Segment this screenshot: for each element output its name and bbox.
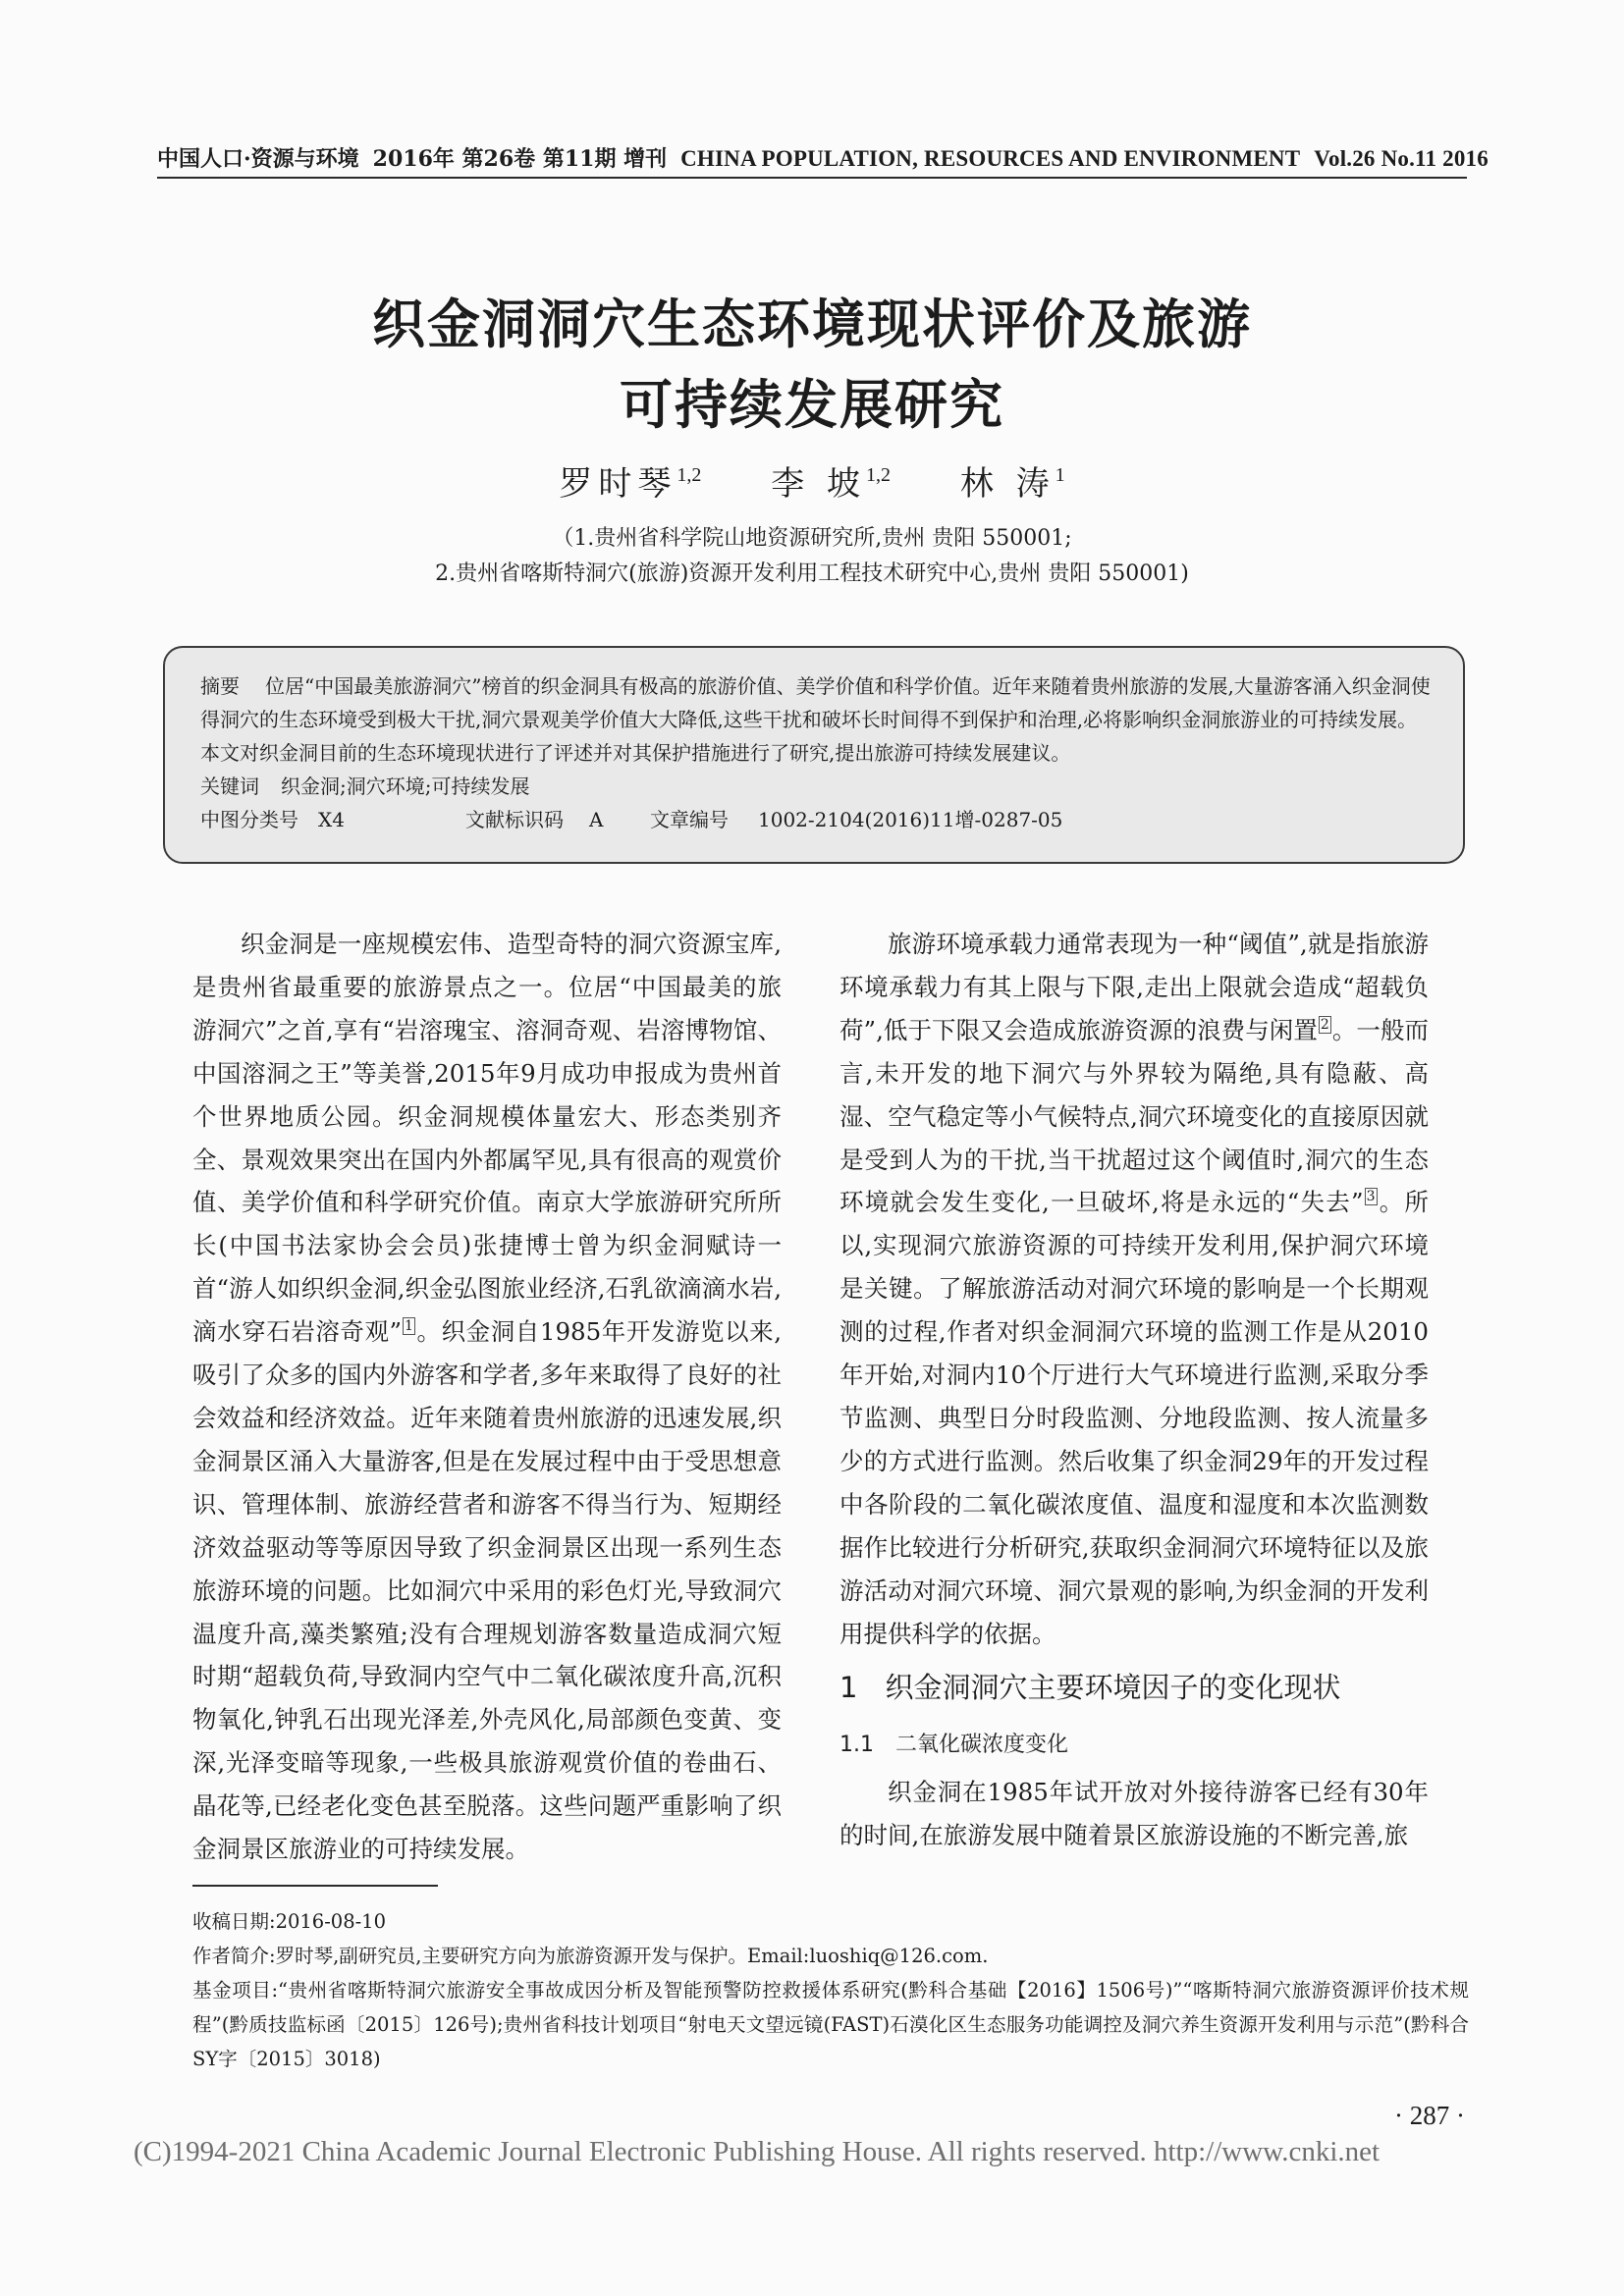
author-name: 林 涛 — [959, 464, 1056, 504]
article-no-label: 文章编号 — [650, 808, 729, 831]
abstract-text: 位居“中国最美旅游洞穴”榜首的织金洞具有极高的旅游价值、美学价值和科学价值。近年来随着贵州旅游的发展,大量游客涌入织金洞使得洞穴的生态环境受到极大干扰,洞穴景观美学价值大大降低,这些干扰和破坏长时间得不到保护和治理,必将影响织金洞旅游业的可持续发展。本文对织金洞目前的生态环境现状进行了评述并对其保护措施进行了研究,提出旅游可持续发展建议。 — [200, 674, 1431, 765]
affiliation-1: （1.贵州省科学院山地资源研究所,贵州 贵阳 550001; — [552, 526, 1072, 551]
author-affil-marker: 1,2 — [866, 464, 891, 486]
body-column-left — [192, 923, 782, 1871]
article-no-value: 1002-2104(2016)11增-0287-05 — [758, 808, 1063, 831]
subsection-title: 二氧化碳浓度变化 — [895, 1733, 1069, 1758]
copyright-notice: (C)1994-2021 China Academic Journal Electronic Publishing House. All rights reserved. http://www.cnki.net — [134, 2136, 1380, 2167]
running-header — [157, 145, 1489, 173]
author-bio: 作者简介:罗时琴,副研究员,主要研究方向为旅游资源开发与保护。Email:luoshiq@126.com. — [192, 1945, 989, 1967]
citation-marker[interactable]: 1 — [405, 1318, 413, 1335]
footnotes — [192, 1904, 1469, 2076]
issue-info-en: Vol.26 No.11 2016 — [1314, 146, 1489, 171]
author — [771, 464, 891, 504]
author-name: 罗时琴 — [559, 464, 677, 504]
citation-marker[interactable]: 3 — [1366, 1189, 1376, 1205]
body-text: 织金洞是一座规模宏伟、造型奇特的洞穴资源宝库,是贵州省最重要的旅游景点之一。位居“中国最美的旅游洞穴”之首,享有“岩溶瑰宝、溶洞奇观、岩溶博物馆、中国溶洞之王”等美誉,2015年9月成功申报成为贵州首个世界地质公园。织金洞规模体量宏大、形态类别齐全、景观效果突出在国内外都属罕见,具有很高的观赏价值、美学价值和科学研究价值。南京大学旅游研究所所长(中国书法家协会会员)张捷博士曾为织金洞赋诗一首“游人如织织金洞,织金弘图旅业经济,石乳欲滴滴水岩,滴水穿石岩溶奇观” — [192, 930, 782, 1347]
journal-name-cn: 中国人口·资源与环境 — [157, 146, 359, 172]
body-paragraph: 织金洞在1985年试开放对外接待游客已经有30年的时间,在旅游发展中随着景区旅游设施的不断完善,旅 — [839, 1778, 1429, 1850]
funding-info: 基金项目:“贵州省喀斯特洞穴旅游安全事故成因分析及智能预警防控救援体系研究(黔科合基础【2016】1506号)”“喀斯特洞穴旅游资源评价技术规程”(黔质技监标函〔2015〕126号);贵州省科技计划项目“射电天文望远镜(FAST)石漠化区生态服务功能调控及洞穴养生资源开发利用与示范”(黔科合SY字〔2015〕3018) — [192, 1979, 1469, 2070]
section-heading — [839, 1655, 1429, 1720]
abstract-label: 摘要 — [200, 674, 240, 698]
doc-code-value: A — [589, 808, 604, 831]
clc-label: 中图分类号 — [200, 808, 298, 831]
body-text: 。织金洞自1985年开发游览以来,吸引了众多的国内外游客和学者,多年来取得了良好的社会效益和经济效益。近年来随着贵州旅游的迅速发展,织金洞景区涌入大量游客,但是在发展过程中由于受思想意识、管理体制、旅游经营者和游客不得当行为、短期经济效益驱动等等原因导致了织金洞景区出现一系列生态旅游环境的问题。比如洞穴中采用的彩色灯光,导致洞穴温度升高,藻类繁殖;没有合理规划游客数量造成洞穴短时期“超载负荷,导致洞内空气中二氧化碳浓度升高,沉积物氧化,钟乳石出现光泽差,外壳风化,局部颜色变黄、变深,光泽变暗等现象,一些极具旅游观赏价值的卷曲石、晶花等,已经老化变色甚至脱落。这些问题严重影响了织金洞景区旅游业的可持续发展。 — [192, 1317, 783, 1864]
section-title: 织金洞洞穴主要环境因子的变化现状 — [885, 1671, 1341, 1705]
footnote-divider — [192, 1885, 438, 1887]
subsection-number: 1.1 — [839, 1733, 874, 1758]
body-column-right — [839, 923, 1429, 1857]
header-divider — [157, 177, 1467, 179]
issue-info-cn: 2016年 第26卷 第11期 增刊 — [372, 146, 668, 172]
received-date: 收稿日期:2016-08-10 — [192, 1910, 386, 1933]
body-text: 。所以,实现洞穴旅游资源的可持续开发利用,保护洞穴环境是关键。了解旅游活动对洞穴环境的影响是一个长期观测的过程,作者对织金洞洞穴环境的监测工作是从2010年开始,对洞内10个厅进行大气环境进行监测,采取分季节监测、典型日分时段监测、分地段监测、按人流量多少的方式进行监测。然后收集了织金洞29年的开发过程中各阶段的二氧化碳浓度值、温度和湿度和本次监测数据作比较进行分析研究,获取织金洞洞穴环境特征以及旅游活动对洞穴环境、洞穴景观的影响,为织金洞的开发利用提供科学的依据。 — [839, 1188, 1430, 1648]
title-line-2: 可持续发展研究 — [620, 374, 1004, 436]
keywords-text: 织金洞;洞穴环境;可持续发展 — [281, 774, 530, 798]
paper-title — [157, 285, 1467, 446]
author-name: 李 坡 — [771, 464, 866, 504]
author — [960, 464, 1065, 504]
author — [559, 464, 701, 504]
doc-code-label: 文献标识码 — [465, 808, 564, 831]
abstract — [200, 669, 1434, 770]
body-paragraph — [192, 923, 782, 1871]
section-number: 1 — [839, 1671, 858, 1705]
author-affil-marker: 1 — [1055, 464, 1065, 486]
title-line-1: 织金洞洞穴生态环境现状评价及旅游 — [372, 294, 1252, 355]
subsection-heading — [839, 1720, 1429, 1771]
article-meta — [200, 803, 1434, 836]
page-number: · 287 · — [1394, 2101, 1465, 2130]
author-affil-marker: 1,2 — [677, 464, 702, 486]
keywords — [200, 770, 1434, 803]
body-paragraph — [839, 923, 1429, 1655]
keywords-label: 关键词 — [200, 774, 259, 798]
abstract-box — [163, 646, 1465, 864]
author-list — [157, 461, 1467, 507]
body-text: 旅游环境承载力通常表现为一种“阈值”,就是指旅游环境承载力有其上限与下限,走出上限就会造成“超载负荷”,低于下限又会造成旅游资源的浪费与闲置 — [839, 930, 1429, 1044]
affiliation-2: 2.贵州省喀斯特洞穴(旅游)资源开发利用工程技术研究中心,贵州 贵阳 550001) — [435, 561, 1189, 586]
clc-value: X4 — [318, 808, 345, 831]
body-text: 。一般而言,未开发的地下洞穴与外界较为隔绝,具有隐蔽、高湿、空气稳定等小气候特点,洞穴环境变化的直接原因就是受到人为的干扰,当干扰超过这个阈值时,洞穴的生态环境就会发生变化,一旦破坏,将是永远的“失去” — [839, 1015, 1430, 1217]
journal-name-en: CHINA POPULATION, RESOURCES AND ENVIRONMENT — [680, 146, 1301, 171]
citation-marker[interactable]: 2 — [1320, 1016, 1329, 1033]
